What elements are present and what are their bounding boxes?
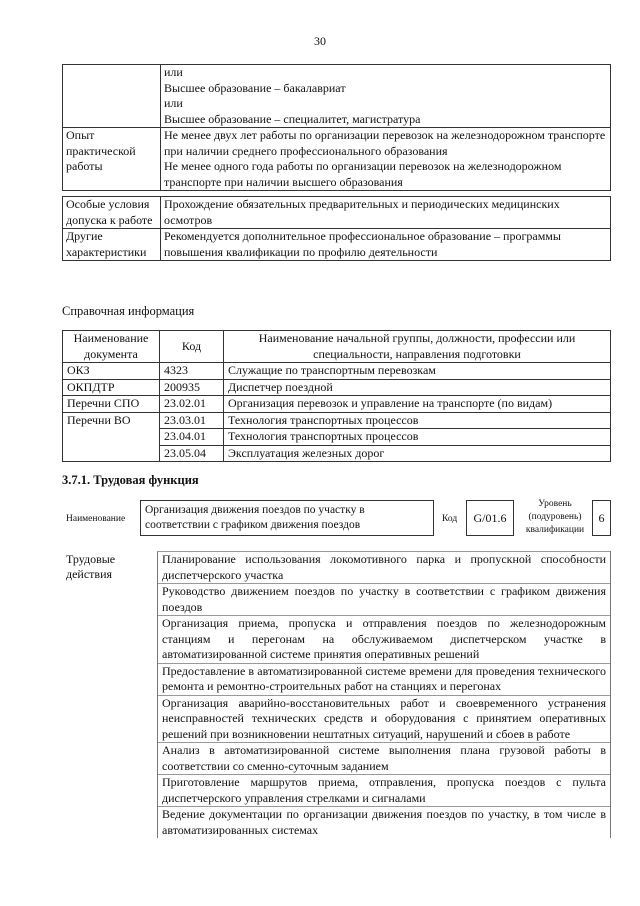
action-item: Планирование использования локомотивного парка и пропускной способности диспетчерского участка	[158, 552, 611, 584]
table-cell: 200935	[160, 379, 224, 396]
education-experience-table	[62, 64, 611, 191]
actions-label: Трудовые действия	[66, 551, 116, 581]
row-label	[63, 65, 161, 128]
text-line: или	[164, 96, 183, 110]
row-label: Опыт практической работы	[63, 128, 161, 191]
text-line: Высшее образование – бакалавриат	[164, 80, 346, 95]
table-cell: Технология транспортных процессов	[224, 429, 611, 446]
table-cell: 23.04.01	[160, 429, 224, 446]
row-content: Рекомендуется дополнительное профессиональное образование – программы повышения квалификации по профилю деятельности	[161, 229, 611, 261]
table-cell: 23.05.04	[160, 445, 224, 462]
text-line: или	[164, 65, 183, 79]
function-code: G/01.6	[466, 500, 514, 536]
table-cell: Технология транспортных процессов	[224, 412, 611, 429]
row-content	[161, 128, 611, 191]
text-line: Не менее одного года работы по организации перевозок на железнодорожном транспорте при наличии высшего образования	[164, 159, 562, 189]
action-item: Руководство движением поездов по участку в соответствии с графиком движения поездов	[158, 584, 611, 616]
table-row	[63, 65, 611, 128]
table-row	[63, 197, 611, 229]
action-item: Предоставление в автоматизированной системе времени для проведения технического ремонта и ремонтно-строительных работ на станциях и перегонах	[158, 663, 611, 695]
page-number: 30	[314, 34, 326, 48]
table-cell: 23.02.01	[160, 396, 224, 413]
table-cell: 23.03.01	[160, 412, 224, 429]
row-label: Другие характеристики	[63, 229, 161, 261]
table-header-row	[63, 331, 611, 363]
table-row	[63, 229, 611, 261]
level-label: Уровень (подуровень) квалификации	[525, 499, 585, 535]
name-label: Наименование	[66, 514, 126, 524]
function-heading: 3.7.1. Трудовая функция	[62, 473, 199, 487]
function-header	[62, 496, 611, 544]
column-header: Код	[160, 331, 224, 363]
table-row	[63, 396, 611, 413]
text-line: Не менее двух лет работы по организации перевозок на железнодорожном транспорте при наличии среднего профессионального образования	[164, 128, 606, 158]
table-cell: 4323	[160, 363, 224, 380]
conditions-table	[62, 196, 611, 261]
code-label: Код	[442, 514, 458, 524]
table-cell: ОКЗ	[63, 363, 160, 380]
row-content: Прохождение обязательных предварительных и периодических медицинских осмотров	[161, 197, 611, 229]
table-cell: Организация перевозок и управление на транспорте (по видам)	[224, 396, 611, 413]
row-label: Особые условия допуска к работе	[63, 197, 161, 229]
table-cell: Перечни СПО	[63, 396, 160, 413]
reference-table	[62, 330, 611, 462]
column-header: Наименование документа	[63, 331, 160, 363]
action-item: Организация приема, пропуска и отправления поездов по железнодорожным станциям и перегонам на обслуживаемом диспетчерском участке в автоматизированной системе принятия оперативных решений	[158, 616, 611, 664]
table-cell: Эксплуатация железных дорог	[224, 445, 611, 462]
table-cell: Диспетчер поездной	[224, 379, 611, 396]
action-item: Приготовление маршрутов приема, отправления, пропуска поездов с пульта диспетчерского управления стрелками и сигналами	[158, 775, 611, 807]
action-item: Организация аварийно-восстановительных работ и своевременного устранения неисправностей технических средств и оборудования с принятием оперативных решений при возникновении нештатных ситуаций, нарушений и сбоев в работе	[158, 695, 611, 743]
table-row	[63, 363, 611, 380]
function-name: Организация движения поездов по участку в соответствии с графиком движения поездов	[140, 500, 434, 536]
function-level: 6	[592, 500, 611, 536]
row-content	[161, 65, 611, 128]
labor-actions-table	[62, 551, 611, 838]
text-line: Высшее образование – специалитет, магистратура	[164, 111, 421, 126]
column-header: Наименование начальной группы, должности, профессии или специальности, направления подготовки	[224, 331, 611, 363]
action-item: Ведение документации по организации движения поездов по участку, в том числе в автоматизированных системах	[158, 807, 611, 839]
table-cell: Служащие по транспортным перевозкам	[224, 363, 611, 380]
reference-title: Справочная информация	[62, 304, 195, 318]
table-row	[63, 412, 611, 429]
table-cell: Перечни ВО	[63, 412, 160, 462]
table-row	[62, 552, 611, 584]
table-row	[63, 128, 611, 191]
table-row	[63, 379, 611, 396]
table-cell: ОКПДТР	[63, 379, 160, 396]
action-item: Анализ в автоматизированной системе выполнения плана грузовой работы в соответствии со сменно-суточным заданием	[158, 743, 611, 775]
